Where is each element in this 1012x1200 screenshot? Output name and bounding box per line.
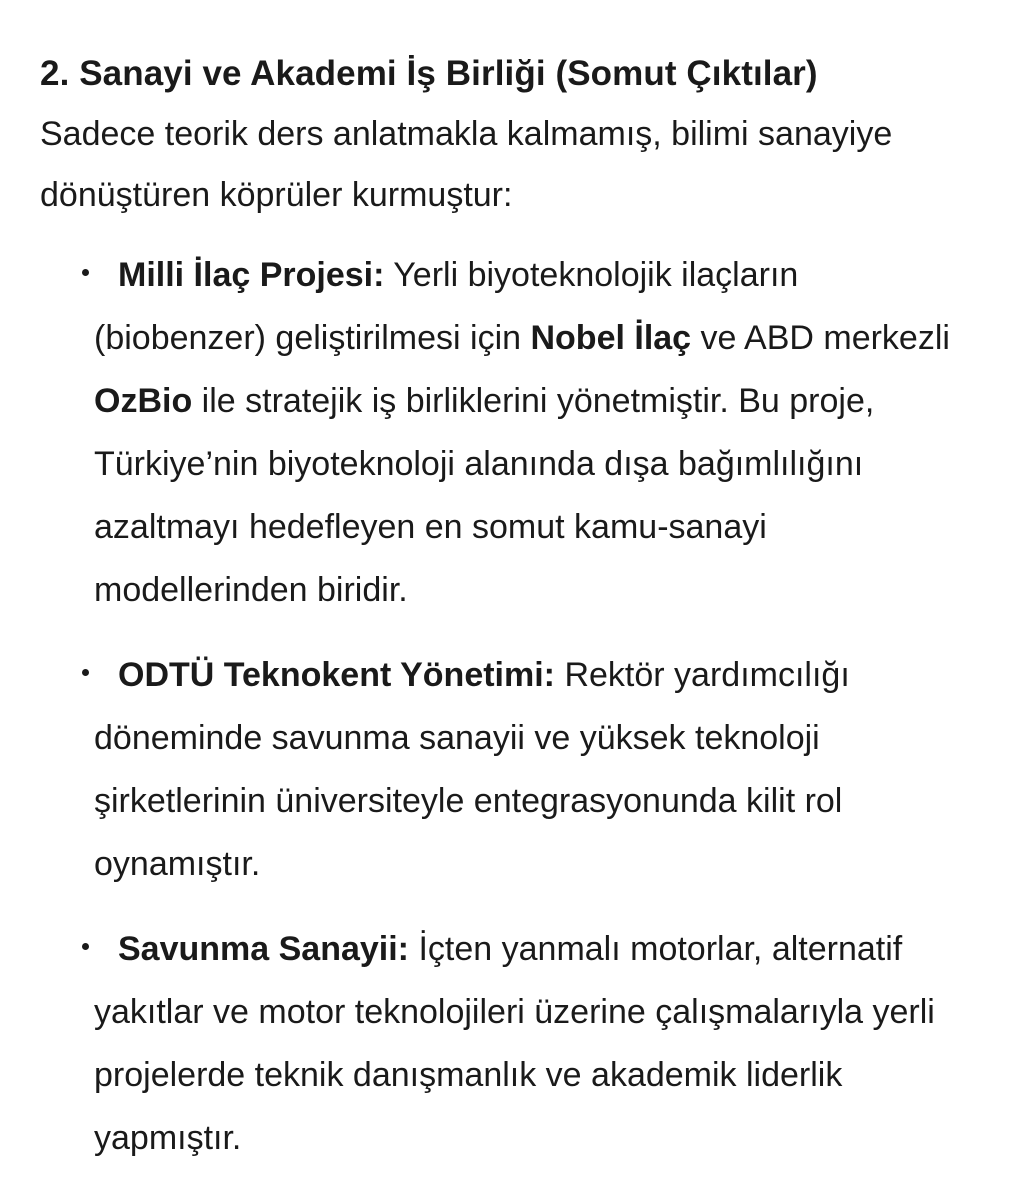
bullet-body: İçten yanmalı motorlar, alternatif yakıtlar ve motor teknolojileri üzerine çalışmalarıyla yerli projelerde teknik danışmanlık ve akademik liderlik yapmıştır. xyxy=(94,930,935,1157)
bullet-title: ODTÜ Teknokent Yönetimi: xyxy=(118,656,556,694)
bullet-dot-icon xyxy=(82,943,89,950)
bullet-dot-icon xyxy=(82,269,89,276)
bullet-list xyxy=(40,244,972,1170)
bullet-body: Yerli biyoteknolojik ilaçların (biobenzer) geliştirilmesi için xyxy=(94,256,799,357)
bullet-text xyxy=(94,644,972,896)
list-item-odtu-teknokent xyxy=(40,644,972,896)
list-item-milli-ilac xyxy=(40,244,972,622)
intro-paragraph: Sadece teorik ders anlatmakla kalmamış, bilimi sanayiye dönüştüren köprüler kurmuştur: xyxy=(40,115,893,214)
list-item-savunma-sanayii xyxy=(40,918,972,1170)
bullet-body: ve ABD merkezli xyxy=(691,319,950,357)
bullet-body: ile stratejik iş birliklerini yönetmiştir. Bu proje, Türkiye’nin biyoteknoloji alanında dışa bağımlılığını azaltmayı hedefleyen en somut kamu-sanayi modellerinden biridir. xyxy=(94,382,875,609)
bullet-text xyxy=(94,918,972,1170)
bullet-title: Savunma Sanayii: xyxy=(118,930,410,968)
bullet-body: Rektör yardımcılığı döneminde savunma sanayii ve yüksek teknoloji şirketlerinin üniversiteyle entegrasyonunda kilit rol oynamıştır. xyxy=(94,656,850,883)
bullet-text xyxy=(94,244,972,622)
bullet-dot-icon xyxy=(82,669,89,676)
bullet-title: Milli İlaç Projesi: xyxy=(118,256,385,294)
bold-term: Nobel İlaç xyxy=(530,319,692,357)
section-heading: 2. Sanayi ve Akademi İş Birliği (Somut Çıktılar) xyxy=(40,54,818,93)
bold-term: OzBio xyxy=(94,382,193,420)
